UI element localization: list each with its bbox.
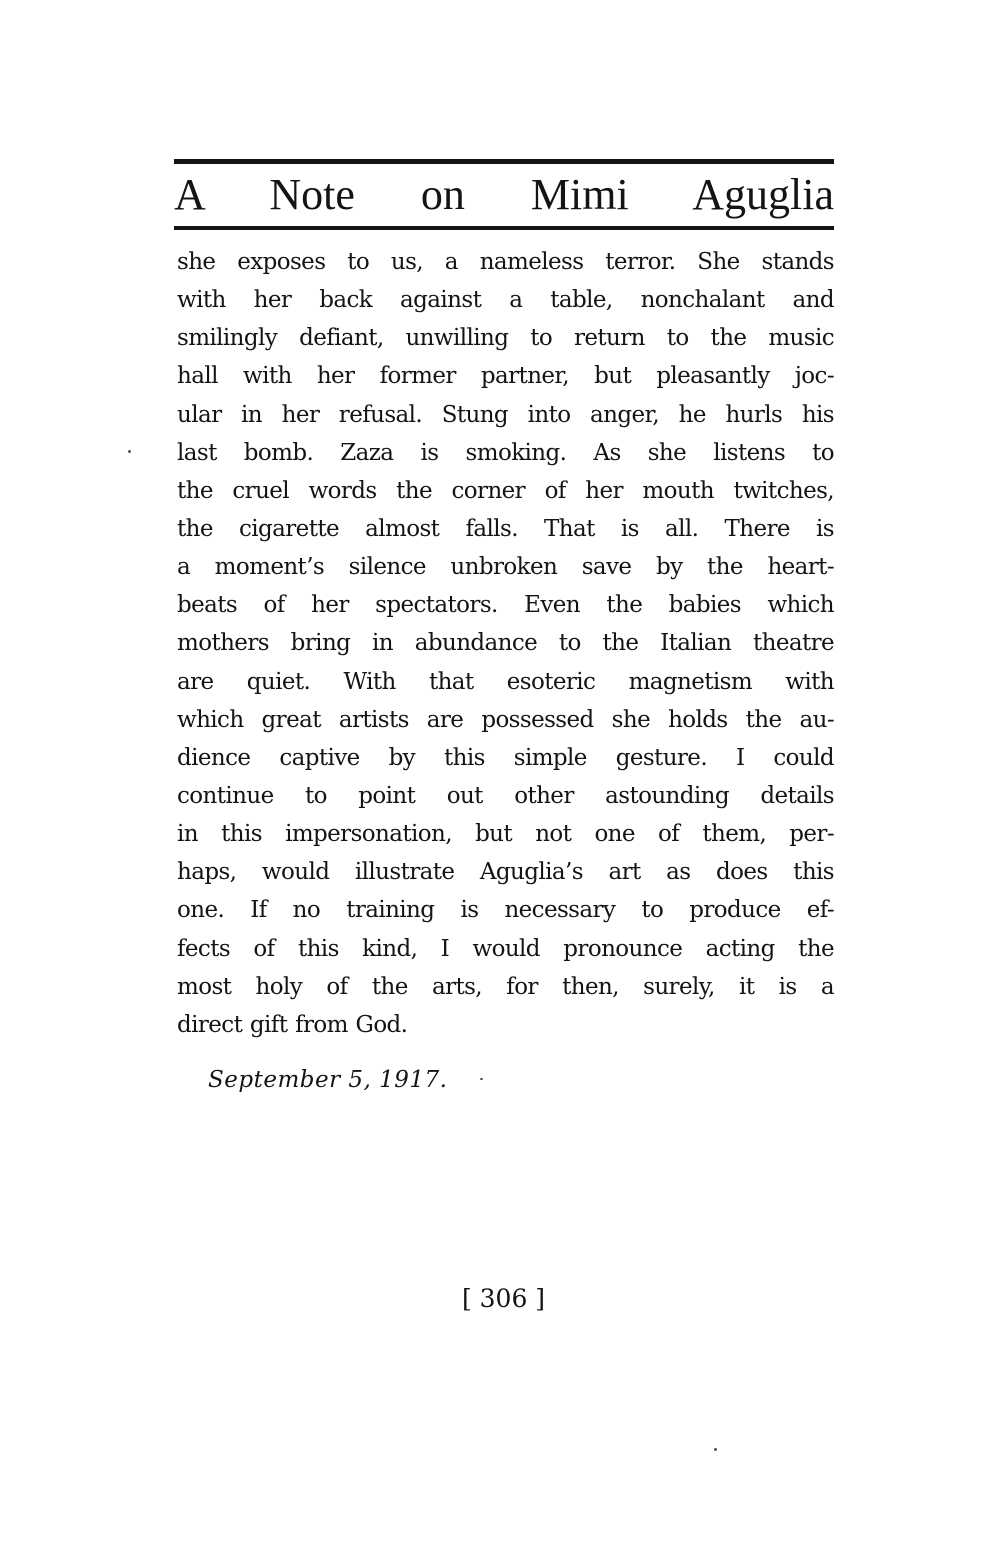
text-line: are quiet. With that esoteric magnetism with [177, 668, 834, 695]
text-line: hall with her former partner, but pleasantly joc- [177, 363, 834, 390]
running-head-title: A Note on Mimi Aguglia [174, 170, 834, 219]
text-line: she exposes to us, a nameless terror. She stands [177, 249, 834, 275]
text-line: continue to point out other astounding details [177, 782, 834, 809]
header-rule-top [174, 159, 834, 164]
text-line: one. If no training is necessary to produce ef- [177, 897, 834, 924]
text-line: the cruel words the corner of her mouth twitches, [177, 477, 834, 504]
text-line-last: direct gift from God. [177, 1011, 408, 1038]
text-line: fects of this kind, I would pronounce acting the [177, 935, 834, 962]
text-line: smilingly defiant, unwilling to return to the music [177, 325, 834, 352]
scan-speck [128, 450, 131, 453]
scan-speck [480, 1078, 483, 1080]
text-line: the cigarette almost falls. That is all. There is [177, 515, 834, 542]
text-line: beats of her spectators. Even the babies which [177, 592, 834, 619]
text-line: most holy of the arts, for then, surely, it is a [177, 973, 834, 1000]
text-line: ular in her refusal. Stung into anger, he hurls his [177, 401, 834, 428]
body-paragraph [177, 243, 834, 1044]
text-line: mothers bring in abundance to the Italian theatre [177, 630, 834, 657]
text-line: haps, would illustrate Aguglia’s art as does this [177, 859, 834, 886]
text-line: a moment’s silence unbroken save by the heart- [177, 554, 834, 581]
text-line: in this impersonation, but not one of them, per- [177, 821, 834, 848]
dateline: September 5, 1917. [208, 1067, 448, 1093]
text-line: with her back against a table, nonchalant and [177, 287, 834, 314]
header-rule-bottom [174, 226, 834, 230]
text-line: which great artists are possessed she holds the au- [177, 706, 834, 733]
scan-speck [714, 1448, 717, 1451]
text-line: dience captive by this simple gesture. I could [177, 744, 834, 771]
page-number: [ 306 ] [461, 1284, 546, 1313]
text-line: last bomb. Zaza is smoking. As she listens to [177, 439, 834, 466]
